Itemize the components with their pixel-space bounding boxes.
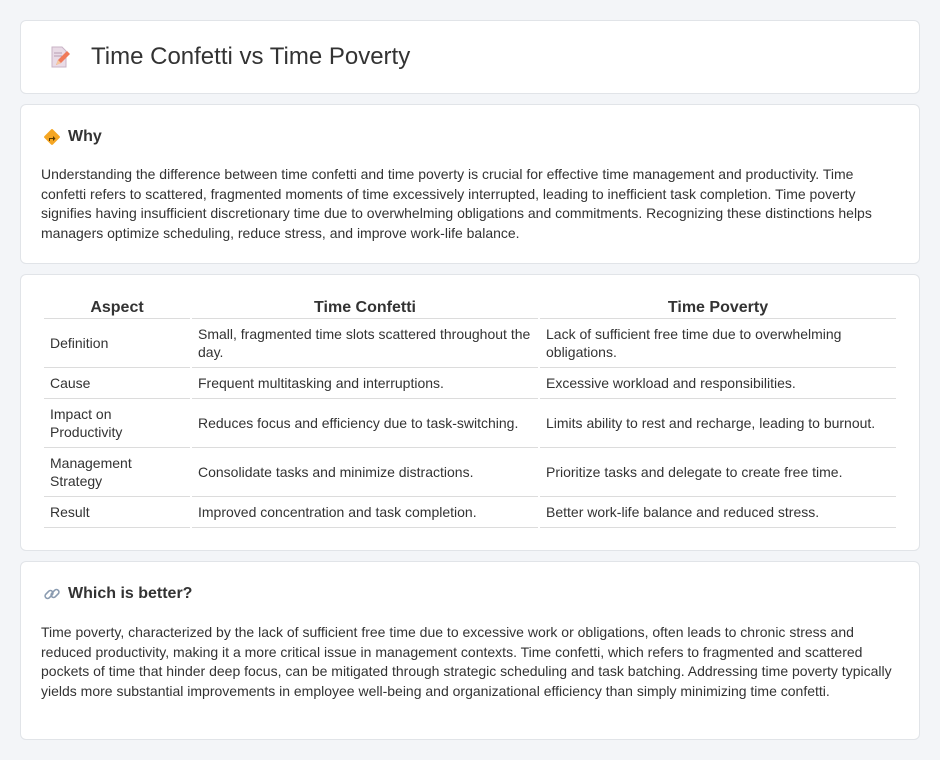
table-row (44, 368, 896, 399)
table-row (44, 319, 896, 368)
table-cell: Impact on Productivity (44, 399, 190, 448)
header-time-confetti: Time Confetti (192, 295, 538, 319)
why-title: Why (68, 128, 102, 145)
document-pencil-icon (47, 45, 71, 69)
title-card (20, 20, 920, 94)
link-icon (43, 585, 61, 603)
table-cell: Reduces focus and efficiency due to task-switching. (192, 399, 538, 448)
table-cell: Definition (44, 319, 190, 368)
why-card (20, 104, 920, 264)
better-title: Which is better? (68, 585, 193, 602)
table-header-row (44, 295, 896, 319)
which-better-card (20, 561, 920, 740)
table-cell: Limits ability to rest and recharge, leading to burnout. (540, 399, 896, 448)
table-cell: Improved concentration and task completion. (192, 497, 538, 528)
table-cell: Result (44, 497, 190, 528)
table-cell: Small, fragmented time slots scattered throughout the day. (192, 319, 538, 368)
table-row (44, 399, 896, 448)
better-header (43, 585, 192, 603)
comparison-card (20, 274, 920, 551)
why-header (43, 128, 102, 146)
table-cell: Frequent multitasking and interruptions. (192, 368, 538, 399)
table-cell: Management Strategy (44, 448, 190, 497)
table-row (44, 497, 896, 528)
diamond-sign-icon (43, 128, 61, 146)
table-cell: Lack of sufficient free time due to overwhelming obligations. (540, 319, 896, 368)
why-body: Understanding the difference between time confetti and time poverty is crucial for effective time management and productivity. Time confetti refers to scattered, fragmented moments of time excessively interrupted, leading to inefficient task completion. Time poverty signifies having insufficient discretionary time due to overwhelming obligations and commitments. Recognizing these distinctions helps managers optimize scheduling, reduce stress, and improve work-life balance. (41, 166, 872, 241)
table-cell: Excessive workload and responsibilities. (540, 368, 896, 399)
comparison-table (42, 295, 898, 528)
header-time-poverty: Time Poverty (540, 295, 896, 319)
table-cell: Better work-life balance and reduced stress. (540, 497, 896, 528)
table-cell: Prioritize tasks and delegate to create free time. (540, 448, 896, 497)
title-row (21, 21, 919, 93)
table-row (44, 448, 896, 497)
table-cell: Consolidate tasks and minimize distractions. (192, 448, 538, 497)
header-aspect: Aspect (44, 295, 190, 319)
page-title: Time Confetti vs Time Poverty (91, 43, 411, 70)
better-body: Time poverty, characterized by the lack of sufficient free time due to excessive work or obligations, often leads to chronic stress and reduced productivity, making it a more critical issue in management contexts. Time confetti, which refers to fragmented and scattered pockets of time that hinder deep focus, can be mitigated through strategic scheduling and task batching. Addressing time poverty typically yields more substantial improvements in employee well-being and organizational efficiency than simply minimizing time confetti. (41, 624, 892, 699)
table-cell: Cause (44, 368, 190, 399)
